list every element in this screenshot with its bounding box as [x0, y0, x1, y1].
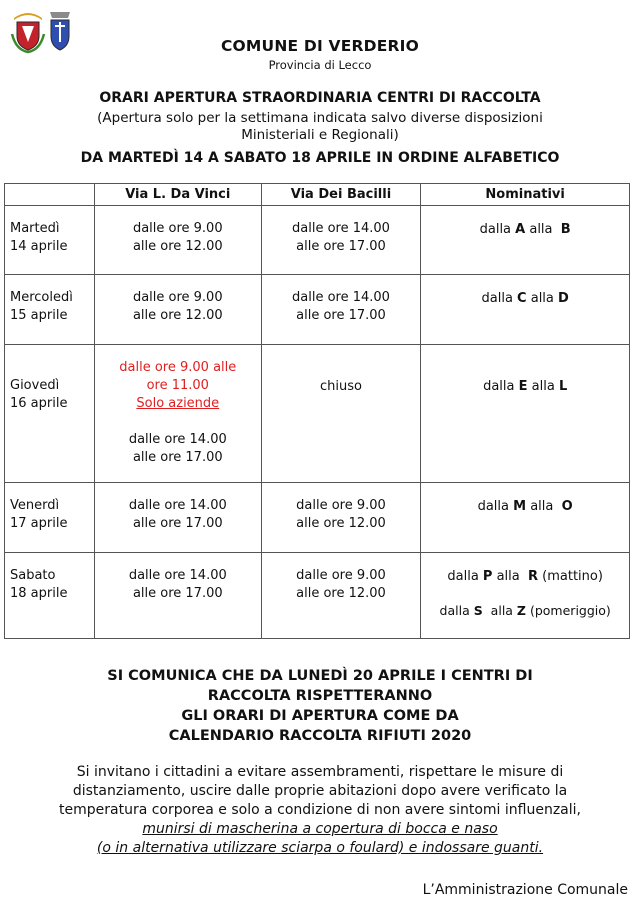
hours-to: alle ore 17.00: [132, 586, 223, 601]
day-cell: [5, 553, 95, 639]
hours-to: alle ore 12.00: [296, 586, 386, 601]
table-row: [5, 553, 630, 639]
nominativi-cell: [421, 275, 630, 345]
nom-letter: S: [473, 603, 483, 618]
bacilli-hours-cell: [261, 206, 421, 275]
nom-letter: D: [558, 291, 569, 306]
day-name: Venerdì: [10, 498, 60, 513]
hours-to: alle ore 12.00: [132, 239, 223, 254]
vinci-hours-cell: [94, 345, 261, 483]
nominativi-morning: [421, 568, 629, 586]
hours-to: alle ore 12.00: [132, 308, 223, 323]
advice-line-emphasis: munirsi di mascherina a copertura di bocca e naso: [142, 821, 498, 837]
nom-text: alla: [492, 569, 529, 584]
hours-from: dalle ore 9.00: [296, 498, 386, 513]
subtitle-line: (Apertura solo per la settimana indicata salvo diverse disposizioni: [97, 110, 543, 126]
nom-letter: R: [528, 569, 539, 584]
bacilli-hours-cell: [261, 483, 421, 553]
nom-text: dalla: [439, 603, 474, 618]
day-name: Mercoledì: [10, 290, 73, 305]
day-date: 15 aprile: [10, 308, 68, 323]
table-row: [5, 275, 630, 345]
table-header-row: [5, 184, 630, 206]
nominativi-cell: [421, 483, 630, 553]
column-header-nominativi: Nominativi: [421, 184, 630, 206]
day-date: 18 aprile: [10, 586, 68, 601]
day-name: Giovedì: [10, 378, 60, 393]
nom-text: dalla: [477, 499, 514, 514]
hours-from: dalle ore 9.00: [132, 221, 223, 236]
nom-letter: Z: [516, 603, 526, 618]
company-hours-line: ore 11.00: [146, 378, 209, 393]
nom-text: alla: [527, 379, 559, 394]
nom-letter: C: [517, 291, 527, 306]
vinci-hours-cell: [94, 206, 261, 275]
notice-line: SI COMUNICA CHE DA LUNEDÌ 20 APRILE I CENTRI DI: [107, 668, 533, 684]
nom-text: alla: [526, 291, 559, 306]
hours-from: dalle ore 14.00: [292, 221, 390, 236]
day-date: 14 aprile: [10, 239, 68, 254]
advice-line: temperatura corporea e solo a condizione di non avere sintomi influenzali,: [59, 802, 581, 818]
advice-line-emphasis: (o in alternativa utilizzare sciarpa o foulard) e indossare guanti.: [96, 840, 544, 856]
subtitle-line: Ministeriali e Regionali): [241, 127, 399, 143]
day-date: 17 aprile: [10, 516, 68, 531]
closed-label: chiuso: [319, 379, 362, 394]
notice-line: CALENDARIO RACCOLTA RIFIUTI 2020: [168, 728, 472, 744]
nom-text: dalla: [447, 569, 483, 584]
advice-line: distanziamento, uscire dalle proprie abitazioni dopo avere verificato la: [72, 783, 568, 799]
reopening-notice: [0, 666, 640, 746]
companies-only-note: Solo aziende: [136, 396, 220, 411]
hours-from: dalle ore 14.00: [128, 432, 227, 447]
column-header-vinci: Via L. Da Vinci: [94, 184, 261, 206]
nominativi-cell: [421, 553, 630, 639]
hours-from: dalle ore 14.00: [128, 568, 227, 583]
day-cell: [5, 275, 95, 345]
nom-text: dalla: [483, 379, 519, 394]
day-date: 16 aprile: [10, 396, 68, 411]
column-header-day: [5, 184, 95, 206]
nom-letter: P: [482, 569, 493, 584]
day-cell: [5, 483, 95, 553]
schedule-table: [4, 183, 630, 639]
company-hours-line: dalle ore 9.00 alle: [119, 360, 237, 375]
nom-letter: M: [513, 499, 527, 514]
bacilli-hours-cell: [261, 345, 421, 483]
nom-text: alla: [482, 603, 517, 618]
nom-text: (pomeriggio): [526, 603, 611, 618]
advice-line: Si invitano i cittadini a evitare assembramenti, rispettare le misure di: [76, 764, 564, 780]
nom-text: alla: [525, 222, 561, 237]
vinci-hours-cell: [94, 275, 261, 345]
notice-line: GLI ORARI DI APERTURA COME DA: [181, 708, 459, 724]
nom-text: dalla: [481, 291, 518, 306]
hours-from: dalle ore 14.00: [292, 290, 390, 305]
hours-to: alle ore 17.00: [296, 239, 386, 254]
hours-from: dalle ore 9.00: [132, 290, 223, 305]
table-row: [5, 483, 630, 553]
vinci-hours-cell: [94, 553, 261, 639]
nom-letter: E: [518, 379, 528, 394]
table-row: [5, 345, 630, 483]
province-name: Provincia di Lecco: [268, 58, 372, 72]
nom-text: dalla: [479, 222, 516, 237]
day-cell: [5, 206, 95, 275]
bacilli-hours-cell: [261, 275, 421, 345]
nominativi-cell: [421, 206, 630, 275]
column-header-bacilli: Via Dei Bacilli: [261, 184, 421, 206]
nom-letter: L: [558, 379, 568, 394]
hours-to: alle ore 12.00: [296, 516, 386, 531]
nominativi-afternoon: [421, 602, 629, 620]
vinci-hours-cell: [94, 483, 261, 553]
hours-to: alle ore 17.00: [132, 516, 223, 531]
nom-text: alla: [526, 499, 562, 514]
nom-text: (mattino): [538, 569, 603, 584]
hours-from: dalle ore 9.00: [296, 568, 386, 583]
notice-line: RACCOLTA RISPETTERANNO: [207, 688, 433, 704]
municipality-name: COMUNE DI VERDERIO: [220, 37, 419, 55]
date-range-heading: DA MARTEDÌ 14 A SABATO 18 APRILE IN ORDINE ALFABETICO: [80, 150, 560, 166]
day-cell: [5, 345, 95, 483]
nom-letter: A: [515, 222, 526, 237]
nom-letter: B: [560, 222, 571, 237]
nominativi-cell: [421, 345, 630, 483]
table-row: [5, 206, 630, 275]
document-subtitle: [20, 110, 620, 144]
bacilli-hours-cell: [261, 553, 421, 639]
hours-to: alle ore 17.00: [132, 450, 223, 465]
hours-to: alle ore 17.00: [296, 308, 386, 323]
hours-from: dalle ore 14.00: [128, 498, 227, 513]
day-name: Martedì: [10, 221, 60, 236]
day-name: Sabato: [10, 568, 56, 583]
document-title: ORARI APERTURA STRAORDINARIA CENTRI DI RACCOLTA: [99, 90, 541, 106]
nom-letter: O: [561, 499, 573, 514]
safety-advice-paragraph: [0, 763, 640, 858]
signature: L’Amministrazione Comunale: [422, 882, 628, 898]
